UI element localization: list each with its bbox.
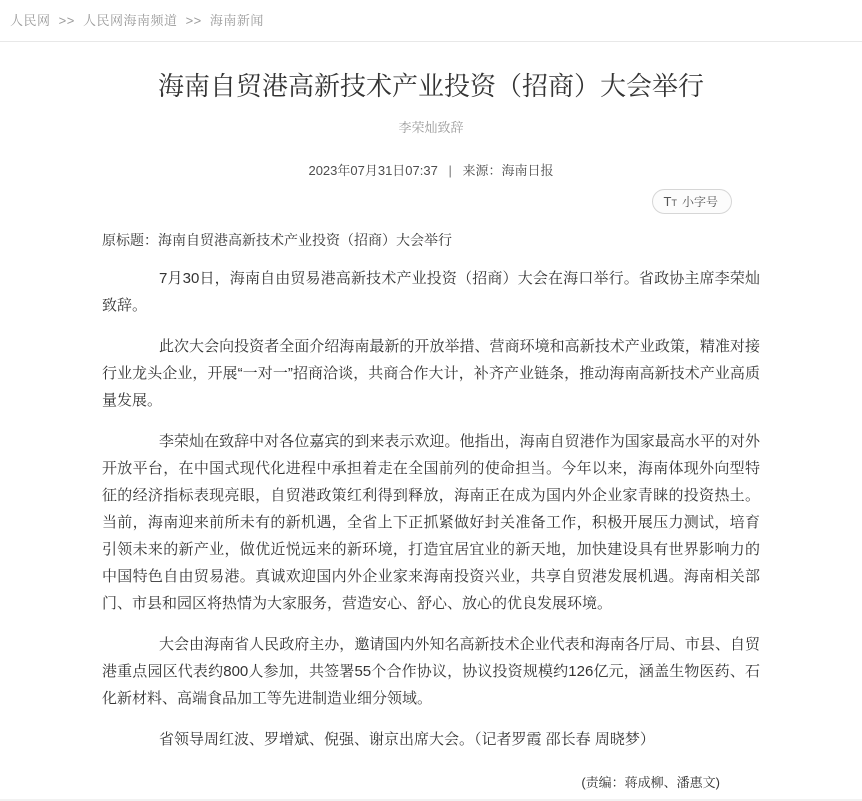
bottom-divider [0,799,862,801]
font-size-icon-small: T [671,197,677,208]
article-content [102,265,760,753]
meta-separator: | [448,162,452,178]
article-toolbar [102,189,760,213]
publish-date: 2023年07月31日07:37 [308,162,438,178]
breadcrumb-separator: >> [185,13,202,28]
paragraph: 省领导周红波、罗增斌、倪强、谢京出席大会。（记者罗霞 邵长春 周晓梦） [159,730,655,748]
font-size-button[interactable] [652,189,732,214]
paragraph: 此次大会向投资者全面介绍海南最新的开放举措、营商环境和高新技术产业政策，精准对接行业龙头企业，开展“一对一”招商洽谈，共商合作大计，补齐产业链条，推动海南高新技术产业高质量发展。 [102,337,760,409]
article-body [102,70,760,801]
editor-credit: (责编：蒋成柳、潘惠文) [581,774,720,790]
paragraph: 大会由海南省人民政府主办，邀请国内外知名高新技术企业代表和海南各厅局、市县、自贸港重点园区代表约800人参加，共签署55个合作协议，协议投资规模约126亿元，涵盖生物医药、石化新材料、高端食品加工等先进制造业细分领域。 [102,635,760,707]
paragraph: 7月30日，海南自由贸易港高新技术产业投资（招商）大会在海口举行。省政协主席李荣灿致辞。 [102,269,760,314]
breadcrumb-link-hainan-news[interactable]: 海南新闻 [209,13,264,28]
source-name: 海南日报 [501,162,554,178]
original-title: 原标题：海南自贸港高新技术产业投资（招商）大会举行 [102,231,452,248]
breadcrumb-separator: >> [58,13,75,28]
source-prefix: 来源： [462,162,502,178]
breadcrumb [0,0,862,42]
article-meta [102,160,760,179]
font-size-label: 小字号 [681,194,718,209]
article-subtitle: 李荣灿致辞 [398,119,464,135]
paragraph: 李荣灿在致辞中对各位嘉宾的到来表示欢迎。他指出，海南自贸港作为国家最高水平的对外开放平台，在中国式现代化进程中承担着走在全国前列的使命担当。今年以来，海南体现外向型特征的经济指标表现亮眼，自贸港政策红利得到释放，海南正在成为国内外企业家青睐的投资热土。当前，海南迎来前所未有的新机遇，全省上下正抓紧做好封关准备工作，积极开展压力测试，培育引领未来的新产业，做优近悦远来的新环境，打造宜居宜业的新天地，加快建设具有世界影响力的中国特色自由贸易港。真诚欢迎国内外企业家来海南投资兴业，共享自贸港发展机遇。海南相关部门、市县和园区将热情为大家服务，营造安心、舒心、放心的优良发展环境。 [102,432,760,612]
font-size-icon: T [663,193,672,209]
page-title: 海南自贸港高新技术产业投资（招商）大会举行 [157,71,704,101]
breadcrumb-link-peoples-daily[interactable]: 人民网 [10,13,51,28]
breadcrumb-link-hainan-channel[interactable]: 人民网海南频道 [82,13,178,28]
